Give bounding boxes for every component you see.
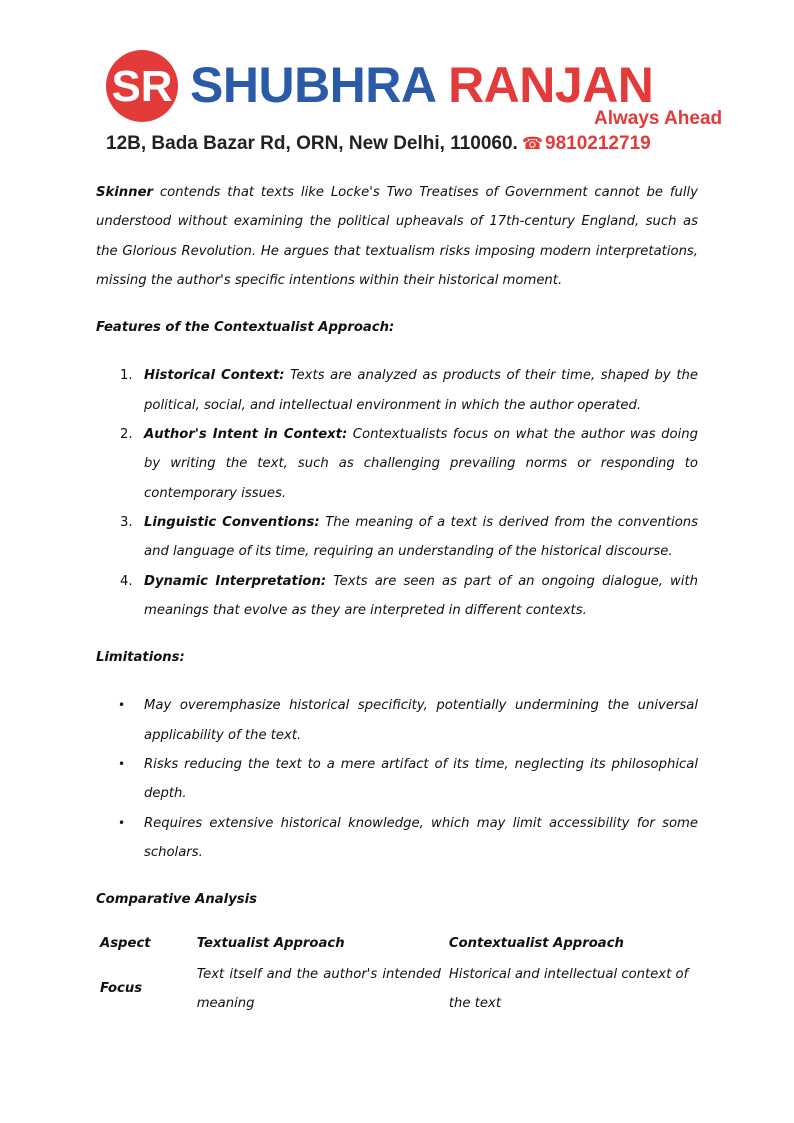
item-number: 1. [120, 368, 133, 384]
address-line [106, 130, 651, 158]
item-number: 4. [120, 573, 133, 589]
list-item [96, 420, 698, 508]
features-heading: Features of the Contextualist Approach: [96, 320, 395, 336]
brand-name-part1: SHUBHRA [190, 57, 435, 113]
features-list [96, 361, 698, 625]
table-cell-aspect: Focus [100, 981, 143, 997]
table-cell-textualist: Text itself and the author's intended meaning [196, 966, 441, 1012]
item-number: 2. [120, 427, 133, 443]
item-number: 3. [120, 514, 133, 530]
item-text: Texts are analyzed as products of their time, shaped by the political, social, and intellectual environment in which the author operated. [144, 368, 698, 413]
intro-lead: Skinner [96, 185, 154, 200]
logo-letters: SR [111, 62, 173, 111]
bullet-icon: • [118, 698, 126, 713]
phone-number: 9810212719 [545, 133, 651, 154]
column-header-aspect: Aspect [100, 935, 151, 951]
tagline: Always Ahead [594, 108, 723, 129]
list-item [96, 809, 698, 868]
list-item [96, 567, 698, 626]
bullet-icon: • [118, 757, 126, 772]
comparative-heading: Comparative Analysis [96, 892, 258, 908]
table-header-row [96, 929, 698, 960]
address-text: 12B, Bada Bazar Rd, ORN, New Delhi, 110060. [106, 133, 518, 154]
item-term: Historical Context: [144, 368, 285, 384]
item-term: Dynamic Interpretation: [144, 573, 327, 589]
document-body [96, 178, 698, 1018]
table-cell-contextualist: Historical and intellectual context of the text [448, 966, 689, 1012]
bullet-icon: • [118, 815, 126, 830]
item-term: Author's Intent in Context: [144, 427, 348, 443]
intro-text: contends that texts like Locke's Two Treatises of Government cannot be fully understood without examining the political upheavals of 17th-century England, such as the Glorious Revolution. He argues that textualism risks imposing modern interpretations, missing the author's specific intentions within their historical moment. [96, 185, 698, 288]
limitations-list [96, 691, 698, 867]
list-item [96, 361, 698, 420]
column-header-contextualist: Contextualist Approach [448, 935, 624, 951]
phone-icon: ☎ [521, 134, 544, 153]
shubhra-ranjan-logo-icon [104, 48, 180, 124]
limitations-heading: Limitations: [96, 650, 185, 666]
brand-name-part2: RANJAN [448, 57, 654, 113]
intro-paragraph [96, 178, 698, 295]
list-item [96, 750, 698, 809]
column-header-textualist: Textualist Approach [196, 935, 345, 951]
list-item [96, 691, 698, 750]
item-text: May overemphasize historical specificity, potentially undermining the universal applicability of the text. [144, 698, 698, 743]
list-item [96, 508, 698, 567]
item-text: Requires extensive historical knowledge, which may limit accessibility for some scholars. [144, 815, 698, 860]
item-text: Risks reducing the text to a mere artifact of its time, neglecting its philosophical depth. [144, 757, 698, 802]
item-term: Linguistic Conventions: [144, 514, 320, 530]
item-text: Texts are seen as part of an ongoing dialogue, with meanings that evolve as they are interpreted in different contexts. [144, 573, 698, 618]
item-text: Contextualists focus on what the author was doing by writing the text, such as challenging prevailing norms or responding to contemporary issues. [144, 427, 698, 501]
table-row [96, 960, 698, 1019]
item-text: The meaning of a text is derived from the conventions and language of its time, requiring an understanding of the historical discourse. [144, 514, 699, 560]
letterhead [104, 48, 723, 160]
brand-name [190, 56, 653, 114]
comparison-table [96, 929, 698, 1019]
